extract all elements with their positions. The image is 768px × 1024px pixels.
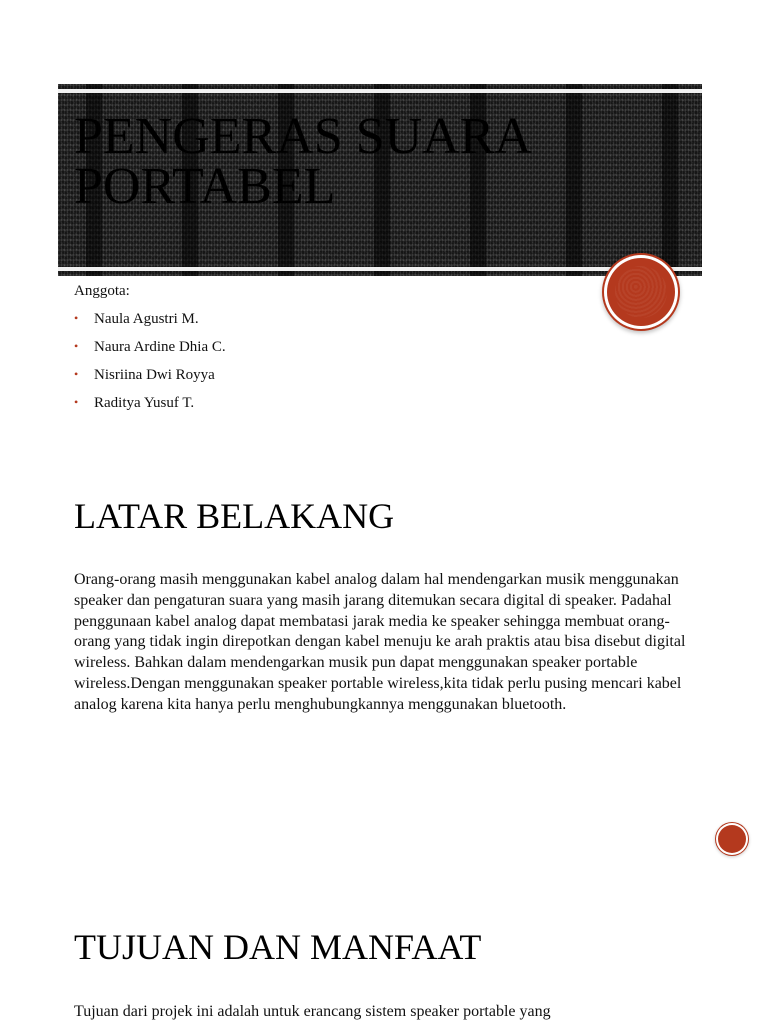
decorative-orb-large bbox=[607, 258, 675, 326]
section-body-tujuan-manfaat: Tujuan dari projek ini adalah untuk erancang sistem speaker portable yang bbox=[74, 1003, 551, 1020]
member-name: Naura Ardine Dhia C. bbox=[94, 339, 226, 355]
section-title-tujuan-manfaat: TUJUAN DAN MANFAAT bbox=[74, 927, 482, 967]
members-list bbox=[74, 305, 474, 417]
section-title-latar-belakang: LATAR BELAKANG bbox=[74, 496, 395, 536]
members-label: Anggota: bbox=[74, 283, 130, 299]
page-title: PENGERAS SUARA PORTABEL bbox=[74, 108, 530, 215]
bullet-icon: • bbox=[74, 311, 79, 325]
member-name: Raditya Yusuf T. bbox=[94, 395, 195, 411]
list-item bbox=[74, 333, 474, 361]
list-item bbox=[74, 361, 474, 389]
bullet-icon: • bbox=[74, 367, 79, 381]
bullet-icon: • bbox=[74, 395, 79, 409]
member-name: Nisriina Dwi Royya bbox=[94, 367, 215, 383]
decorative-orb-small bbox=[718, 825, 746, 853]
banner-bottom-rule bbox=[58, 267, 702, 271]
members-block bbox=[74, 281, 474, 417]
member-name: Naula Agustri M. bbox=[94, 311, 199, 327]
bullet-icon: • bbox=[74, 339, 79, 353]
list-item bbox=[74, 389, 474, 417]
list-item bbox=[74, 305, 474, 333]
section-body-latar-belakang: Orang-orang masih menggunakan kabel analog dalam hal mendengarkan musik menggunakan speaker dan pengaturan suara yang masih jarang ditemukan secara digital di speaker. Padahal penggunaan kabel analog dapat membatasi jarak media ke speaker sehingga membuat orang-orang yang tidak ingin direpotkan dengan kabel menuju ke arah praktis atau bisa disebut digital wireless. Bahkan dalam mendengarkan musik pun dapat menggunakan speaker portable wireless.Dengan menggunakan speaker portable wireless,kita tidak perlu pusing mencari kabel analog karena kita hanya perlu menghubungkannya menggunakan bluetooth. bbox=[74, 571, 686, 713]
banner-top-rule bbox=[58, 89, 702, 93]
